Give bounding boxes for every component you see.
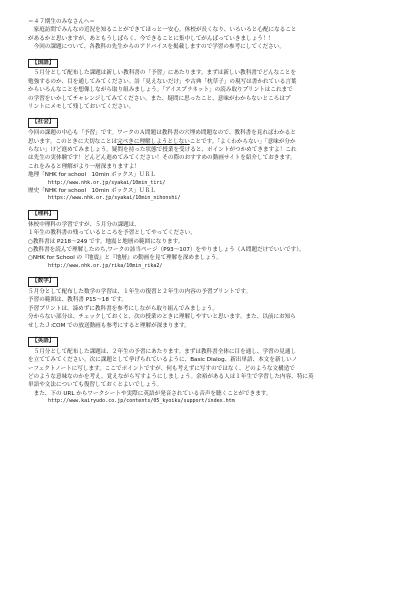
greeting: ＝４７期生のみなさんへ＝ <box>28 19 96 25</box>
rika-line: ○教科書を読んで理解したのち,ワークの該当ページ（P93～107）をやりましょう（Ａ問題だけでいいです）。 <box>28 246 305 253</box>
section-tag-shakai: 【社会】 <box>28 118 58 128</box>
kokugo-line: ５月分として配布した課題は新しい教科書の「予習」にあたります。まずは新しい教科書でどんなことを <box>28 70 297 77</box>
link-label-chiri: 地理「NHK for school 10min ボックス」ＵＲＬ <box>28 172 156 179</box>
eigo-line: ５月分として配布した課題は、２年生の予習にあたります。まずは教科書全体に目を通し、学習の見通し <box>28 348 297 355</box>
section-tag-kokugo: 【国語】 <box>28 59 58 69</box>
shakai-line: これをみると理解がより一層深まりますよ！ <box>28 163 140 170</box>
rika-line: ○教科書は P218～249 です。地震と地層の範囲になります。 <box>28 238 184 245</box>
url-rekishi[interactable]: https://www.nhk.or.jp/syakai/10min_nihonshi/ <box>48 195 181 202</box>
url-eigo[interactable]: http://www.kairyudo.co.jp/contents/05_kyoiku/support/index.htm <box>48 398 235 405</box>
sugaku-line: 予習プリントは、諦めずに教科書を参考にしながら取り組んでみましょう。 <box>28 305 218 312</box>
intro-line: があるかと思いますが、あともうしばらく、今できることに集中してがんばっていきましょう！！ <box>28 35 275 42</box>
intro-line: 今回の課題について、各教科の先生からのアドバイスを掲載しますので学習の参考にしてください。 <box>28 44 285 51</box>
url-chiri[interactable]: http://www.nhk.or.jp/syakai/10min_tiri/ <box>48 179 166 186</box>
rika-line: ○NHK for School の『地震』と『地層』の動画を見て理解を深めましょう。 <box>28 255 222 262</box>
shakai-line: 今回の課題の中心も「予習」です。ワークのＡ問題は教科書の穴埋め問題なので、教科書を見ればわかると <box>28 130 296 137</box>
shakai-text: 思います。このときに大切なことは <box>28 138 118 145</box>
eigo-line: ーフェクトノートに写します。ここでポイントですが、何も考えずに写すのではなく、どのような文構造で <box>28 365 295 372</box>
url-rika[interactable]: http://www.nhk.or.jp/rika/10min_rika2/ <box>48 262 163 269</box>
kokugo-line: 勉強するのか、目を通してみてください。詩「見えないだけ」や古典「枕草子」の現写は書かれている言葉 <box>28 78 297 85</box>
eigo-line: また、下の URL からワークシートや実際に英語が発音されている音声を聴くことができます。 <box>28 390 272 397</box>
sugaku-line: 分からない部分は、チェックしておくと、次の授業のときに理解しやすいと思います。また、以前にお知ら <box>28 314 296 321</box>
rika-line: 休校中理科の学習ですが、５月分の課題は、 <box>28 221 140 228</box>
shakai-line <box>28 138 396 146</box>
kokugo-line: からいろんなことを想像しながら取り組みましょう。「アイスプラネット」の読み取りプリントはこれまで <box>28 87 293 94</box>
eigo-line: 単語や文法についても復習しておくとよいでしょう。 <box>28 382 163 389</box>
sugaku-line: 予習の範囲は、教科書 P15～18 です。 <box>28 297 128 304</box>
link-label-rekishi: 歴史「NHK for school 10min ボックス」ＵＲＬ <box>28 188 156 195</box>
section-tag-rika: 【理科】 <box>28 210 58 220</box>
kokugo-line: の学習をいかしてチャレンジしてみてください。また、疑問に思ったこと、意味がわからないところはプ <box>28 95 291 102</box>
shakai-line: は先生の実体験です！どんどん進めてみてください！その際のおすすめの動画サイトを紹介しておきます。 <box>28 155 296 162</box>
section-tag-eigo: 【英語】 <box>28 337 58 347</box>
eigo-line: を立ててみてください。次に課題として挙げられているように、Basic Dialog、新出単語、本文を新しいノ <box>28 357 298 364</box>
kokugo-line: リントにメモして残しておいてください。 <box>28 103 135 110</box>
eigo-line: どのような意味なのかを考え、覚えながら写すようにしましょう。余裕がある人は１年生で学習した内容、特に英 <box>28 373 314 380</box>
rika-line: １年生の教科書の残っているところを予習としてやってください。 <box>28 230 196 237</box>
shakai-line: らない」けど進めてみましょう。疑問を持った状態で授業を受けると、ポイントがつかめてきますよ！これ <box>28 146 297 153</box>
sugaku-line: せしたＪ:COM での放送動画も参考にすると理解が深まります。 <box>28 322 190 329</box>
intro-line: 家庭訪問でみんなの近況を知ることができてほっと一安心。休校が長くなり、いろいろと心配になること <box>28 27 297 34</box>
section-tag-sugaku: 【数学】 <box>28 277 58 287</box>
shakai-underlined-text: 完ぺきに理解しようとしない <box>117 138 190 145</box>
shakai-text: ことです。「よくわからない」「意味が分か <box>189 138 296 145</box>
sugaku-line: ５月分として配布した数学の学習は、１年生の復習と２年生の内容の予習プリントです。 <box>28 289 252 296</box>
